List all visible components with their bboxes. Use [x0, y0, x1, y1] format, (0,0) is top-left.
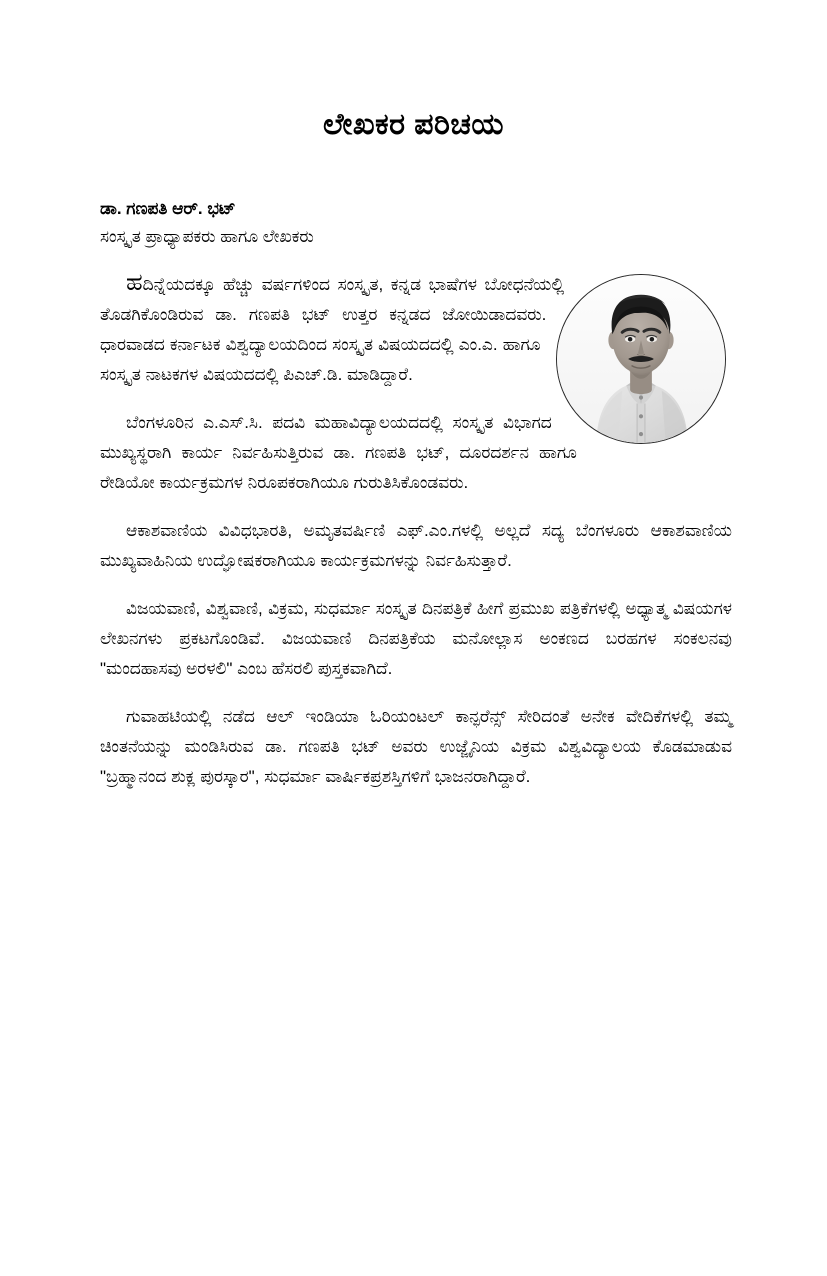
page-title: ಲೇಖಕರ ಪರಿಚಯ	[322, 108, 504, 142]
author-portrait	[556, 274, 726, 444]
body-text-area	[100, 268, 732, 792]
author-block	[100, 196, 740, 249]
author-role: ಸಂಸ್ಕೃತ ಪ್ರಾಧ್ಯಾಪಕರು ಹಾಗೂ ಲೇಖಕರು	[100, 226, 314, 246]
paragraph-2: ಬೆಂಗಳೂರಿನ ಎ.ಎಸ್.ಸಿ. ಪದವಿ ಮಹಾವಿದ್ಯಾಲಯದದಲ್ಲಿ ಸಂಸ್ಕೃತ ವಿಭಾಗದ ಮುಖ್ಯಸ್ಥರಾಗಿ ಕಾರ್ಯ ನಿರ್ವಹಿಸುತ್ತಿರುವ ಡಾ. ಗಣಪತಿ ಭಟ್, ದೂರದರ್ಶನ ಹಾಗೂ ರೇಡಿಯೋ ಕಾರ್ಯಕ್ರಮಗಳ ನಿರೂಪಕರಾಗಿಯೂ ಗುರುತಿಸಿಕೊಂಡವರು.	[100, 413, 577, 492]
author-name: ಡಾ. ಗಣಪತಿ ಆರ್. ಭಟ್	[100, 199, 236, 218]
paragraph-3: ಆಕಾಶವಾಣಿಯ ವಿವಿಧಭಾರತಿ, ಅಮೃತವರ್ಷಿಣಿ ಎಫ್.ಎಂ.ಗಳಲ್ಲಿ ಅಲ್ಲದೆ ಸದ್ಯ ಬೆಂಗಳೂರು ಆಕಾಶವಾಣಿಯ ಮುಖ್ಯವಾಹಿನಿಯ ಉದ್ಘೋಷಕರಾಗಿಯೂ ಕಾರ್ಯಕ್ರಮಗಳನ್ನು ನಿರ್ವಹಿಸುತ್ತಾರೆ.	[100, 521, 732, 570]
paragraph-4: ವಿಜಯವಾಣಿ, ವಿಶ್ವವಾಣಿ, ವಿಕ್ರಮ, ಸುಧರ್ಮಾ ಸಂಸ್ಕೃತ ದಿನಪತ್ರಿಕೆ ಹೀಗೆ ಪ್ರಮುಖ ಪತ್ರಿಕೆಗಳಲ್ಲಿ ಅಧ್ಯಾತ್ಮ ವಿಷಯಗಳ ಲೇಖನಗಳು ಪ್ರಕಟಗೊಂಡಿವೆ. ವಿಜಯವಾಣಿ ದಿನಪತ್ರಿಕೆಯ ಮನೋಲ್ಲಾಸ ಅಂಕಣದ ಬರಹಗಳ ಸಂಕಲನವು "ಮಂದಹಾಸವು ಅರಳಲಿ" ಎಂಬ ಹೆಸರಲಿ ಪುಸ್ತಕವಾಗಿದೆ.	[100, 599, 732, 678]
paragraph-1-dropcap: ಹ	[126, 269, 143, 296]
portrait-float-wrapper	[550, 274, 732, 454]
paragraph-1-text: ದಿನ್ನೆಯದಕ್ಕೂ ಹೆಚ್ಚು ವರ್ಷಗಳಿಂದ ಸಂಸ್ಕೃತ, ಕನ್ನಡ ಭಾಷೆಗಳ ಬೋಧನೆಯಲ್ಲಿ ತೊಡಗಿಕೊಂಡಿರುವ ಡಾ. ಗಣಪತಿ ಭಟ್ ಉತ್ತರ ಕನ್ನಡದ ಜೋಯಿಡಾದವರು. ಧಾರವಾಡದ ಕರ್ನಾಟಕ ವಿಶ್ವದ್ಯಾಲಯದಿಂದ ಸಂಸ್ಕೃತ ವಿಷಯದದಲ್ಲಿ ಎಂ.ಎ. ಹಾಗೂ ಸಂಸ್ಕೃತ ನಾಟಕಗಳ ವಿಷಯದದಲ್ಲಿ ಪಿಎಚ್.ಡಿ. ಮಾಡಿದ್ದಾರೆ.	[100, 275, 565, 384]
portrait-photo-graphic	[557, 275, 725, 443]
paragraph-5: ಗುವಾಹಟಿಯಲ್ಲಿ ನಡೆದ ಆಲ್ ಇಂಡಿಯಾ ಓರಿಯಂಟಲ್ ಕಾನ್ಫರೆನ್ಸ್ ಸೇರಿದಂತೆ ಅನೇಕ ವೇದಿಕೆಗಳಲ್ಲಿ ತಮ್ಮ ಚಿಂತನೆಯನ್ನು ಮಂಡಿಸಿರುವ ಡಾ. ಗಣಪತಿ ಭಟ್ ಅವರು ಉಜ್ಜೈನಿಯ ವಿಕ್ರಮ ವಿಶ್ವವಿದ್ಯಾಲಯ ಕೊಡಮಾಡುವ "ಬ್ರಹ್ಮಾನಂದ ಶುಕ್ಲ ಪುರಸ್ಕಾರ", ಸುಧರ್ಮಾ ವಾರ್ಷಿಕಪ್ರಶಸ್ತಿಗಳಿಗೆ ಭಾಜನರಾಗಿದ್ದಾರೆ.	[100, 707, 732, 786]
